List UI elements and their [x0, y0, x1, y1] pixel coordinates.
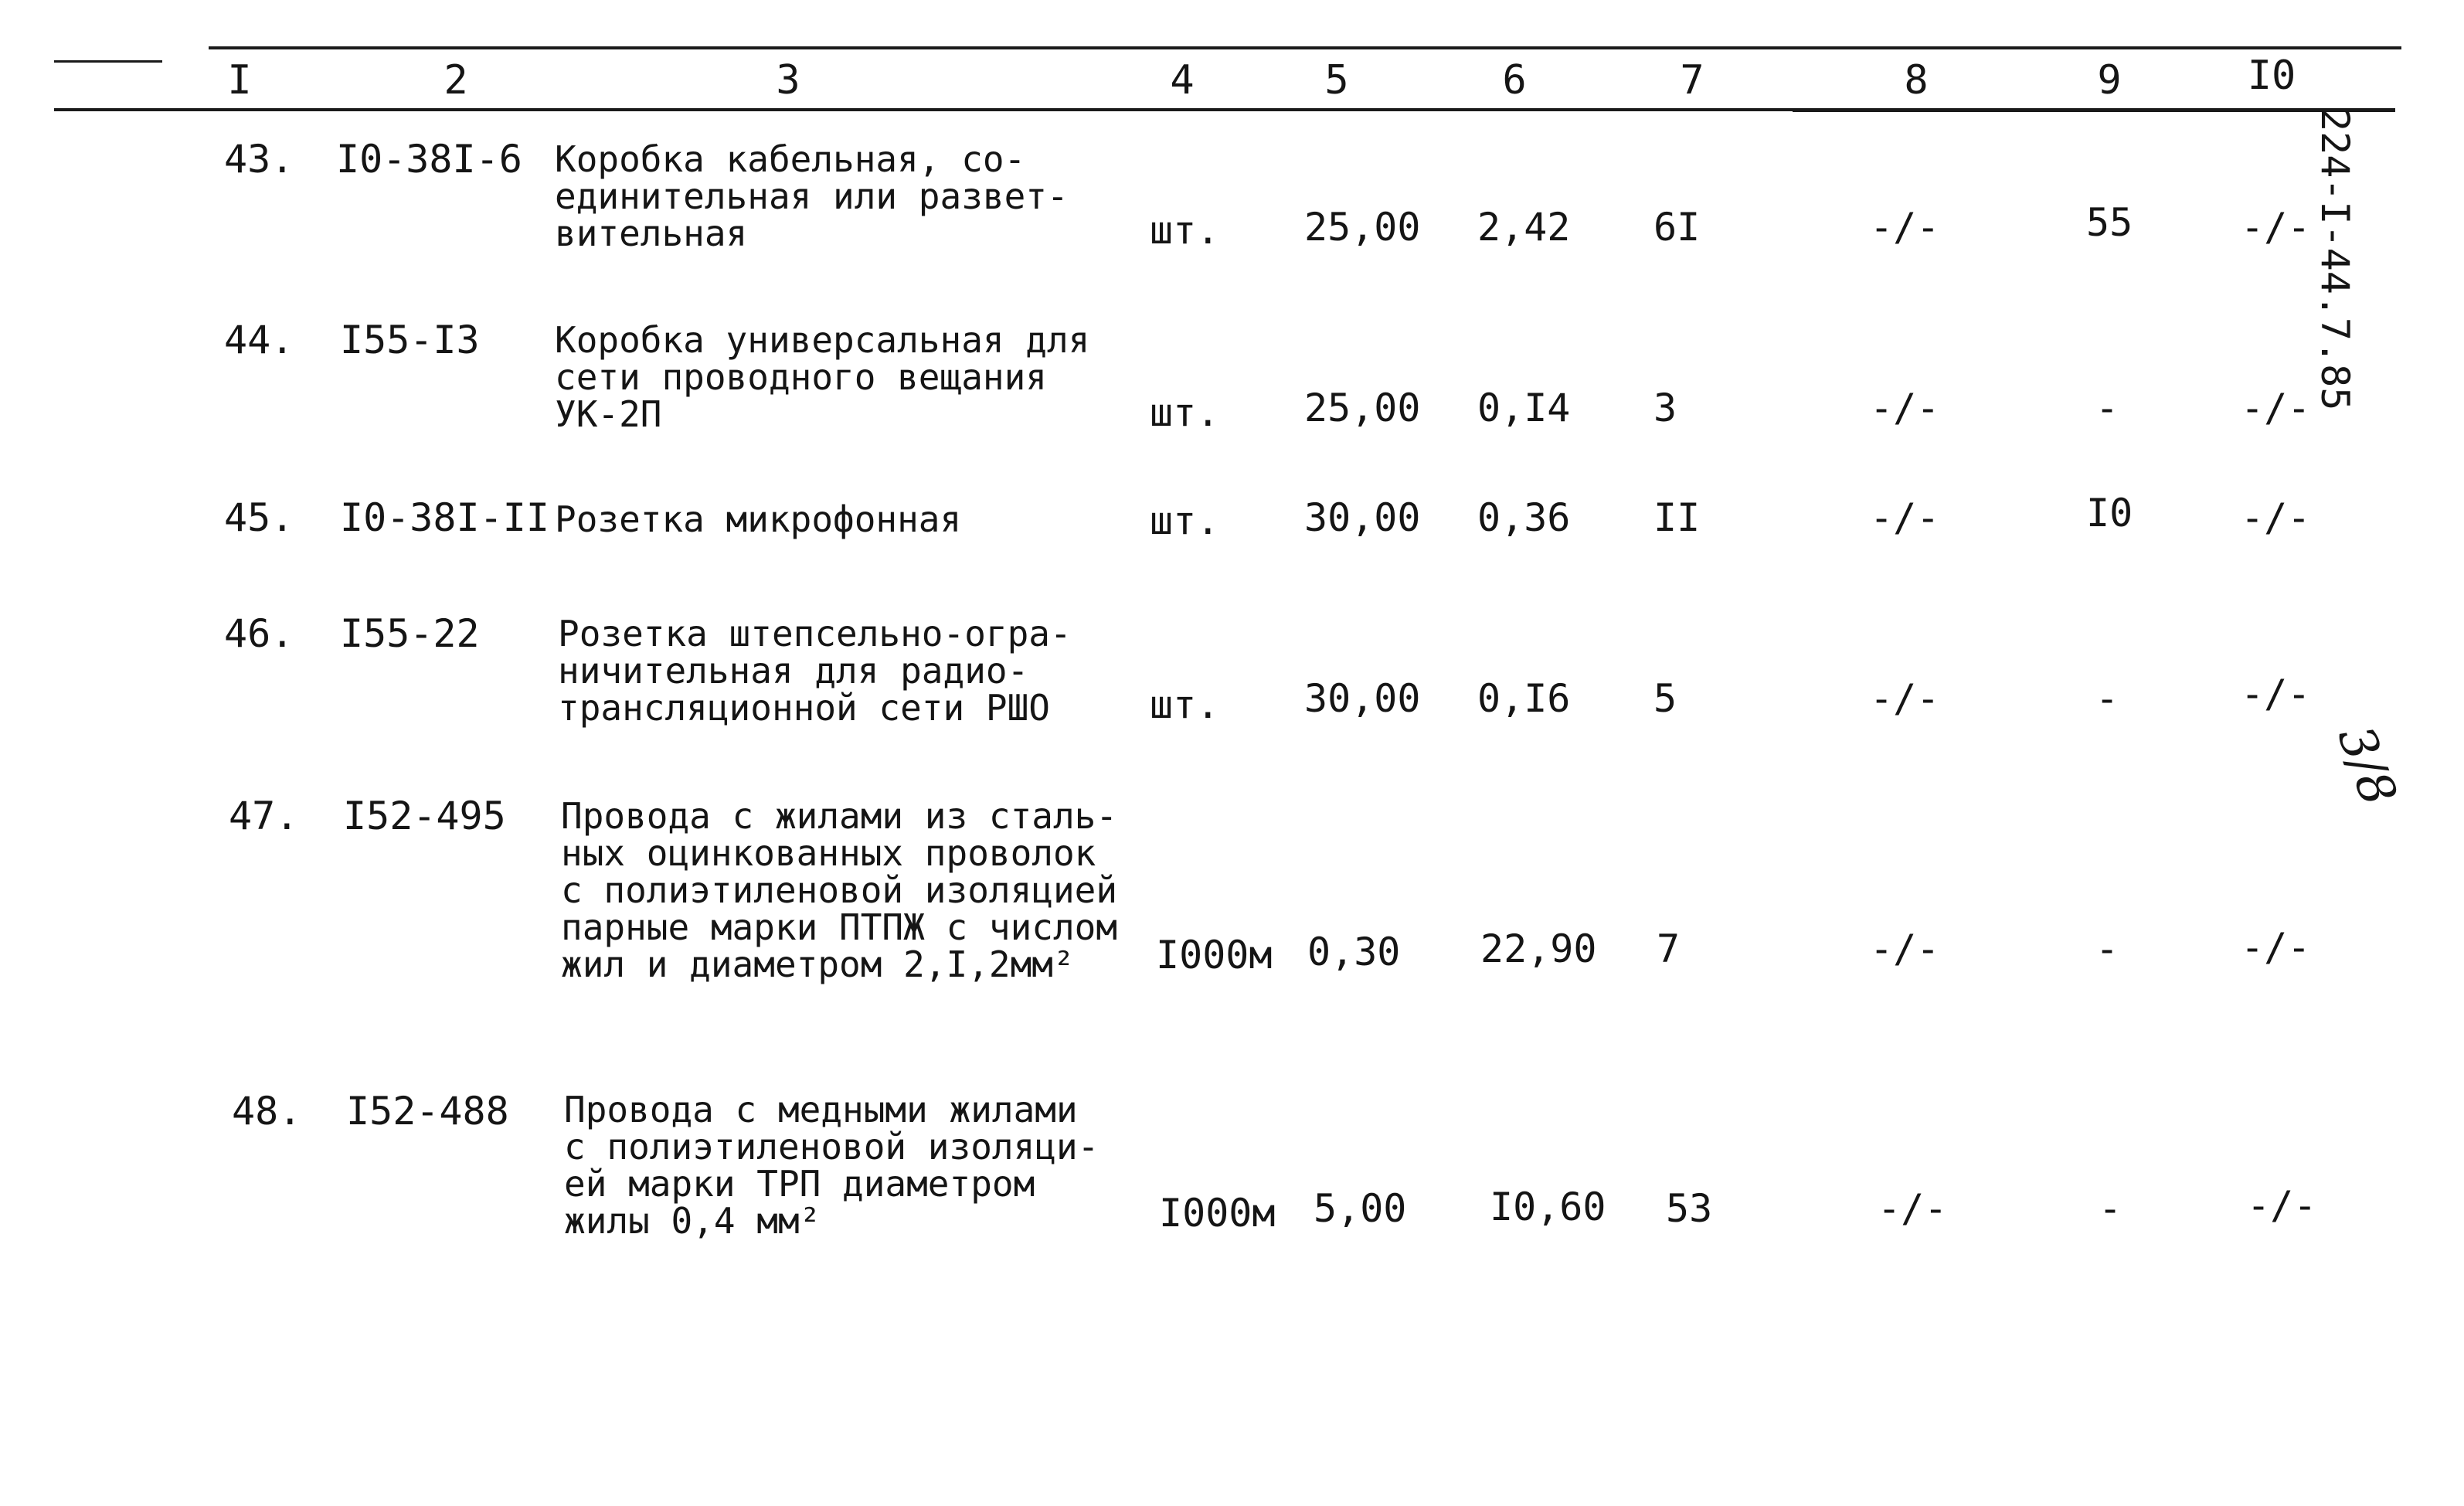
- row-unit: шт.: [1150, 390, 1220, 435]
- row-col6: 0,36: [1477, 495, 1571, 540]
- row-code: I0-38I-6: [336, 137, 522, 182]
- row-col7: II: [1653, 495, 1701, 540]
- row-col10: -/-: [2241, 495, 2311, 540]
- row-col6: 0,I6: [1477, 676, 1571, 721]
- row-col7: 5: [1653, 676, 1677, 721]
- row-unit: шт.: [1150, 498, 1220, 543]
- row-col8: -/-: [1878, 1186, 1948, 1231]
- row-number: 43.: [224, 137, 294, 182]
- row-code: I55-22: [340, 611, 480, 656]
- row-code: I52-488: [346, 1089, 509, 1134]
- row-col9: -: [2095, 386, 2119, 430]
- row-col7: 7: [1657, 926, 1681, 971]
- row-description: Розетка микрофонная: [555, 498, 962, 540]
- row-code: I55-I3: [340, 318, 480, 362]
- row-col9: -: [2099, 1186, 2122, 1231]
- column-header-2: 2: [444, 57, 468, 104]
- row-description: Коробка универсальная для сети проводного вещания УК-2П: [555, 319, 1090, 435]
- row-col8: -/-: [1870, 205, 1940, 250]
- row-unit: I000м: [1156, 933, 1273, 977]
- row-col8: -/-: [1870, 676, 1940, 721]
- row-number: 47.: [229, 794, 299, 838]
- row-unit: I000м: [1159, 1191, 1276, 1236]
- column-header-3: 3: [776, 57, 800, 104]
- row-number: 48.: [232, 1089, 302, 1134]
- row-col6: I0,60: [1490, 1185, 1606, 1229]
- column-header-6: 6: [1502, 57, 1527, 104]
- row-col10: -/-: [2241, 205, 2311, 250]
- column-header-8: 8: [1904, 57, 1929, 104]
- row-col9: -: [2095, 926, 2119, 971]
- row-col8: -/-: [1870, 926, 1940, 971]
- row-col7: 53: [1666, 1186, 1713, 1231]
- row-col5: 30,00: [1304, 676, 1421, 721]
- row-col9: I0: [2086, 491, 2133, 535]
- row-number: 44.: [224, 318, 294, 362]
- row-description: Коробка кабельная, со- единительная или развет- вительная: [555, 138, 1069, 254]
- row-unit: шт.: [1150, 208, 1220, 253]
- row-col6: 0,I4: [1477, 386, 1571, 430]
- row-description: Провода с жилами из сталь- ных оцинкованных проволок с полиэтиленовой изоляцией парные марки ПТПЖ с числом жил и диаметром 2,I,2мм²: [561, 795, 1118, 985]
- row-col8: -/-: [1870, 495, 1940, 540]
- header-bottom-rule-right: [1793, 108, 2395, 112]
- row-col6: 22,90: [1480, 926, 1597, 971]
- row-col10: -/-: [2241, 671, 2311, 716]
- row-col7: 6I: [1653, 205, 1701, 250]
- header-left-stub-rule: [54, 60, 162, 63]
- row-col9: -: [2095, 676, 2119, 721]
- document-code: 224-I-44.7.85: [2313, 108, 2357, 411]
- column-header-4: 4: [1170, 57, 1195, 104]
- row-col5: 30,00: [1304, 495, 1421, 540]
- row-col9: 55: [2086, 200, 2133, 245]
- row-number: 46.: [224, 611, 294, 656]
- row-unit: шт.: [1150, 682, 1220, 727]
- column-header-1: I: [227, 57, 252, 104]
- column-header-5: 5: [1324, 57, 1349, 104]
- column-header-10: I0: [2247, 53, 2296, 99]
- row-col8: -/-: [1870, 386, 1940, 430]
- header-bottom-rule: [54, 108, 1793, 111]
- row-col10: -/-: [2241, 925, 2311, 970]
- row-col5: 25,00: [1304, 205, 1421, 250]
- row-col5: 25,00: [1304, 386, 1421, 430]
- handwritten-page-mark: 3/8: [2326, 719, 2408, 814]
- column-header-7: 7: [1680, 57, 1704, 104]
- row-col5: 0,30: [1307, 930, 1401, 974]
- row-code: I52-495: [343, 794, 506, 838]
- header-top-rule: [209, 46, 2401, 49]
- row-code: I0-38I-II: [340, 495, 549, 540]
- row-number: 45.: [224, 495, 294, 540]
- row-description: Розетка штепсельно-огра- ничительная для радио- трансляционной сети РШО: [558, 613, 1072, 729]
- row-col10: -/-: [2241, 386, 2311, 430]
- row-col7: 3: [1653, 386, 1677, 430]
- column-header-9: 9: [2097, 57, 2122, 104]
- row-description: Провода с медными жилами с полиэтиленовой изоляци- ей марки ТРП диаметром жилы 0,4 мм²: [564, 1089, 1099, 1242]
- row-col6: 2,42: [1477, 205, 1571, 250]
- row-col10: -/-: [2247, 1183, 2317, 1228]
- row-col5: 5,00: [1314, 1186, 1407, 1231]
